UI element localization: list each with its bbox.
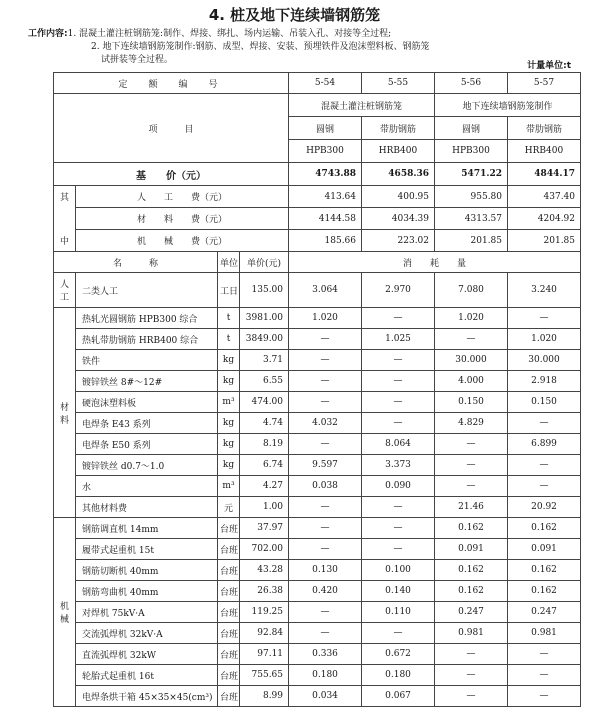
breakdown-value: 185.66 (289, 230, 362, 252)
machinery-price: 755.65 (240, 665, 289, 686)
materials-name: 电焊条 E43 系列 (76, 413, 218, 434)
materials-price: 474.00 (240, 392, 289, 413)
materials-value: 1.020 (508, 329, 581, 350)
machinery-name: 履带式起重机 15t (76, 539, 218, 560)
labor-value: 2.970 (362, 273, 435, 308)
code-row (54, 73, 581, 94)
materials-unit: 元 (218, 497, 240, 518)
materials-value: 30.000 (508, 350, 581, 371)
machinery-row (54, 602, 581, 623)
breakdown-value: 955.80 (435, 186, 508, 208)
materials-name: 其他材料费 (76, 497, 218, 518)
materials-value: — (362, 413, 435, 434)
breakdown-value: 4144.58 (289, 208, 362, 230)
breakdown-side (54, 186, 76, 252)
materials-value: 0.150 (508, 392, 581, 413)
materials-value: — (362, 497, 435, 518)
work-content (28, 28, 573, 67)
machinery-side-top: 机 (59, 602, 69, 612)
machinery-side-bottom: 械 (59, 615, 69, 625)
materials-value: — (362, 392, 435, 413)
materials-unit: kg (218, 371, 240, 392)
machinery-name: 对焊机 75kV·A (76, 602, 218, 623)
materials-name: 水 (76, 476, 218, 497)
breakdown-name: 材 料 费（元） (76, 208, 289, 230)
materials-value: — (435, 455, 508, 476)
labor-value: 3.240 (508, 273, 581, 308)
machinery-value: — (508, 686, 581, 707)
materials-side-bottom: 料 (59, 415, 69, 426)
breakdown-value: 201.85 (508, 230, 581, 252)
labor-price: 135.00 (240, 273, 289, 308)
breakdown-name: 人 工 费（元） (76, 186, 289, 208)
breakdown-value: 201.85 (435, 230, 508, 252)
machinery-value: 0.672 (362, 644, 435, 665)
materials-value: 4.829 (435, 413, 508, 434)
type-cell: 带肋钢筋 (362, 117, 435, 140)
type-cell: 圆钢 (289, 117, 362, 140)
materials-value: 0.150 (435, 392, 508, 413)
materials-value: 9.597 (289, 455, 362, 476)
materials-row (54, 371, 581, 392)
machinery-row (54, 686, 581, 707)
col-unit-header: 单位 (218, 252, 240, 273)
materials-price: 6.74 (240, 455, 289, 476)
machinery-value: 0.100 (362, 560, 435, 581)
breakdown-row (54, 208, 581, 230)
machinery-value: 0.981 (508, 623, 581, 644)
type-cell: 圆钢 (435, 117, 508, 140)
grade-cell: HRB400 (362, 140, 435, 163)
materials-value: — (362, 308, 435, 329)
grade-cell: HPB300 (289, 140, 362, 163)
materials-value: — (435, 434, 508, 455)
machinery-unit: 台班 (218, 518, 240, 539)
machinery-value: 0.162 (508, 581, 581, 602)
machinery-value: 0.162 (435, 518, 508, 539)
machinery-value: — (435, 686, 508, 707)
machinery-row (54, 581, 581, 602)
materials-row (54, 413, 581, 434)
materials-row (54, 392, 581, 413)
code-cell: 5-57 (508, 73, 581, 94)
machinery-value: 0.067 (362, 686, 435, 707)
machinery-value: 0.180 (289, 665, 362, 686)
labor-side-top: 人 (59, 280, 69, 290)
machinery-value: 0.140 (362, 581, 435, 602)
machinery-unit: 台班 (218, 581, 240, 602)
base-price-cell: 5471.22 (435, 163, 508, 186)
materials-row (54, 497, 581, 518)
breakdown-value: 4204.92 (508, 208, 581, 230)
machinery-row (54, 560, 581, 581)
machinery-price: 26.38 (240, 581, 289, 602)
code-label: 定 额 编 号 (54, 73, 289, 94)
machinery-value: 0.247 (508, 602, 581, 623)
machinery-unit: 台班 (218, 665, 240, 686)
machinery-name: 电焊条烘干箱 45×35×45(cm³) (76, 686, 218, 707)
page-title: 4. 桩及地下连续墙钢筋笼 (208, 6, 381, 24)
materials-unit: kg (218, 434, 240, 455)
quota-table (53, 72, 581, 707)
machinery-unit: 台班 (218, 560, 240, 581)
col-name-header: 名 称 (54, 252, 218, 273)
machinery-value: 0.162 (435, 581, 508, 602)
machinery-value: — (289, 539, 362, 560)
materials-price: 4.74 (240, 413, 289, 434)
materials-value: — (289, 497, 362, 518)
materials-unit: kg (218, 455, 240, 476)
machinery-value: — (289, 518, 362, 539)
machinery-value: 0.091 (508, 539, 581, 560)
materials-name: 热轧光圆钢筋 HPB300 综合 (76, 308, 218, 329)
machinery-value: 0.180 (362, 665, 435, 686)
group-cell: 地下连续墙钢筋笼制作 (435, 94, 581, 117)
materials-value: 0.090 (362, 476, 435, 497)
machinery-value: 0.162 (508, 518, 581, 539)
materials-row (54, 455, 581, 476)
machinery-unit: 台班 (218, 644, 240, 665)
materials-price: 3.71 (240, 350, 289, 371)
machinery-unit: 台班 (218, 602, 240, 623)
materials-value: 1.025 (362, 329, 435, 350)
materials-value: 4.032 (289, 413, 362, 434)
breakdown-value: 437.40 (508, 186, 581, 208)
machinery-value: 0.110 (362, 602, 435, 623)
materials-value: 20.92 (508, 497, 581, 518)
machinery-value: 0.091 (435, 539, 508, 560)
machinery-value: — (362, 518, 435, 539)
grade-cell: HRB400 (508, 140, 581, 163)
machinery-value: — (435, 665, 508, 686)
materials-row (54, 308, 581, 329)
machinery-name: 钢筋切断机 40mm (76, 560, 218, 581)
materials-value: 6.899 (508, 434, 581, 455)
consumption-header-row (54, 252, 581, 273)
materials-name: 热轧带肋钢筋 HRB400 综合 (76, 329, 218, 350)
materials-value: — (289, 329, 362, 350)
materials-unit: kg (218, 350, 240, 371)
materials-name: 镀锌铁丝 d0.7～1.0 (76, 455, 218, 476)
breakdown-value: 4313.57 (435, 208, 508, 230)
machinery-price: 37.97 (240, 518, 289, 539)
materials-value: 3.373 (362, 455, 435, 476)
materials-value: — (289, 350, 362, 371)
machinery-value: — (508, 665, 581, 686)
machinery-value: — (435, 644, 508, 665)
machinery-name: 钢筋调直机 14mm (76, 518, 218, 539)
materials-name: 铁件 (76, 350, 218, 371)
materials-price: 3981.00 (240, 308, 289, 329)
machinery-row (54, 539, 581, 560)
materials-name: 硬泡沫塑料板 (76, 392, 218, 413)
materials-price: 8.19 (240, 434, 289, 455)
breakdown-value: 400.95 (362, 186, 435, 208)
breakdown-value: 223.02 (362, 230, 435, 252)
group-cell: 混凝土灌注桩钢筋笼 (289, 94, 435, 117)
col-price-header: 单价(元) (240, 252, 289, 273)
materials-value: 4.000 (435, 371, 508, 392)
materials-unit: m³ (218, 476, 240, 497)
machinery-unit: 台班 (218, 539, 240, 560)
machinery-name: 直流弧焊机 32kW (76, 644, 218, 665)
base-price-row (54, 163, 581, 186)
breakdown-side-bottom: 中 (59, 237, 69, 247)
machinery-price: 8.99 (240, 686, 289, 707)
materials-name: 镀锌铁丝 8#～12# (76, 371, 218, 392)
materials-value: — (508, 455, 581, 476)
materials-name: 电焊条 E50 系列 (76, 434, 218, 455)
machinery-side (54, 518, 76, 707)
materials-side-top: 材 (59, 402, 69, 413)
materials-row (54, 434, 581, 455)
labor-side (54, 273, 76, 308)
machinery-value: 0.247 (435, 602, 508, 623)
materials-row (54, 329, 581, 350)
work-content-label: 工作内容: (28, 29, 68, 39)
materials-value: — (289, 434, 362, 455)
materials-value: 21.46 (435, 497, 508, 518)
materials-value: 30.000 (435, 350, 508, 371)
labor-value: 7.080 (435, 273, 508, 308)
materials-unit: t (218, 308, 240, 329)
machinery-value: 0.162 (435, 560, 508, 581)
materials-price: 3849.00 (240, 329, 289, 350)
machinery-value: 0.981 (435, 623, 508, 644)
materials-unit: t (218, 329, 240, 350)
materials-value: 1.020 (435, 308, 508, 329)
machinery-price: 92.84 (240, 623, 289, 644)
machinery-row (54, 623, 581, 644)
machinery-unit: 台班 (218, 623, 240, 644)
code-cell: 5-56 (435, 73, 508, 94)
machinery-value: 0.420 (289, 581, 362, 602)
machinery-value: — (362, 623, 435, 644)
machinery-row (54, 665, 581, 686)
materials-unit: m³ (218, 392, 240, 413)
materials-price: 4.27 (240, 476, 289, 497)
machinery-value: — (289, 602, 362, 623)
machinery-name: 交流弧焊机 32kV·A (76, 623, 218, 644)
breakdown-value: 4034.39 (362, 208, 435, 230)
materials-value: — (435, 329, 508, 350)
machinery-row (54, 644, 581, 665)
materials-price: 6.55 (240, 371, 289, 392)
materials-value: 8.064 (362, 434, 435, 455)
col-usage-header: 消 耗 量 (289, 252, 581, 273)
machinery-value: 0.162 (508, 560, 581, 581)
code-cell: 5-54 (289, 73, 362, 94)
materials-value: — (362, 350, 435, 371)
materials-value: — (362, 371, 435, 392)
machinery-row (54, 518, 581, 539)
materials-value: — (508, 308, 581, 329)
machinery-value: — (289, 623, 362, 644)
breakdown-value: 413.64 (289, 186, 362, 208)
materials-row (54, 476, 581, 497)
code-cell: 5-55 (362, 73, 435, 94)
materials-value: — (435, 476, 508, 497)
machinery-price: 119.25 (240, 602, 289, 623)
materials-row (54, 350, 581, 371)
materials-value: — (289, 371, 362, 392)
unit-label: 计量单位:t (527, 61, 571, 71)
type-cell: 带肋钢筋 (508, 117, 581, 140)
machinery-name: 钢筋弯曲机 40mm (76, 581, 218, 602)
machinery-name: 轮胎式起重机 16t (76, 665, 218, 686)
machinery-price: 702.00 (240, 539, 289, 560)
machinery-unit: 台班 (218, 686, 240, 707)
labor-name: 二类人工 (76, 273, 218, 308)
breakdown-row (54, 186, 581, 208)
base-price-cell: 4844.17 (508, 163, 581, 186)
base-price-label: 基 价（元） (54, 163, 289, 186)
grade-cell: HPB300 (435, 140, 508, 163)
work-content-line-2: 2. 地下连续墙钢筋笼制作:钢筋、成型、焊接、安装、预埋铁件及泡沫塑料板、钢筋笼 (91, 42, 430, 52)
machinery-value: 0.130 (289, 560, 362, 581)
materials-value: 2.918 (508, 371, 581, 392)
group-row (54, 94, 581, 117)
machinery-value: 0.336 (289, 644, 362, 665)
materials-value: — (508, 413, 581, 434)
materials-value: — (508, 476, 581, 497)
breakdown-name: 机 械 费（元） (76, 230, 289, 252)
labor-value: 3.064 (289, 273, 362, 308)
materials-value: 0.038 (289, 476, 362, 497)
machinery-price: 43.28 (240, 560, 289, 581)
base-price-cell: 4743.88 (289, 163, 362, 186)
item-label: 项 目 (54, 94, 289, 163)
labor-row (54, 273, 581, 308)
materials-side (54, 308, 76, 518)
materials-value: 1.020 (289, 308, 362, 329)
base-price-cell: 4658.36 (362, 163, 435, 186)
machinery-value: — (362, 539, 435, 560)
labor-unit: 工日 (218, 273, 240, 308)
materials-value: — (289, 392, 362, 413)
work-content-line-3: 试拼装等全过程。 (101, 55, 174, 65)
work-content-line-1: 工作内容:1. 混凝土灌注桩钢筋笼:制作、焊接、绑扎、场内运输、吊装入孔、对接等全过程; (28, 29, 392, 39)
machinery-price: 97.11 (240, 644, 289, 665)
machinery-value: 0.034 (289, 686, 362, 707)
labor-side-bottom: 工 (59, 293, 69, 303)
breakdown-row (54, 230, 581, 252)
machinery-value: — (508, 644, 581, 665)
materials-price: 1.00 (240, 497, 289, 518)
breakdown-side-top: 其 (59, 193, 69, 203)
materials-unit: kg (218, 413, 240, 434)
